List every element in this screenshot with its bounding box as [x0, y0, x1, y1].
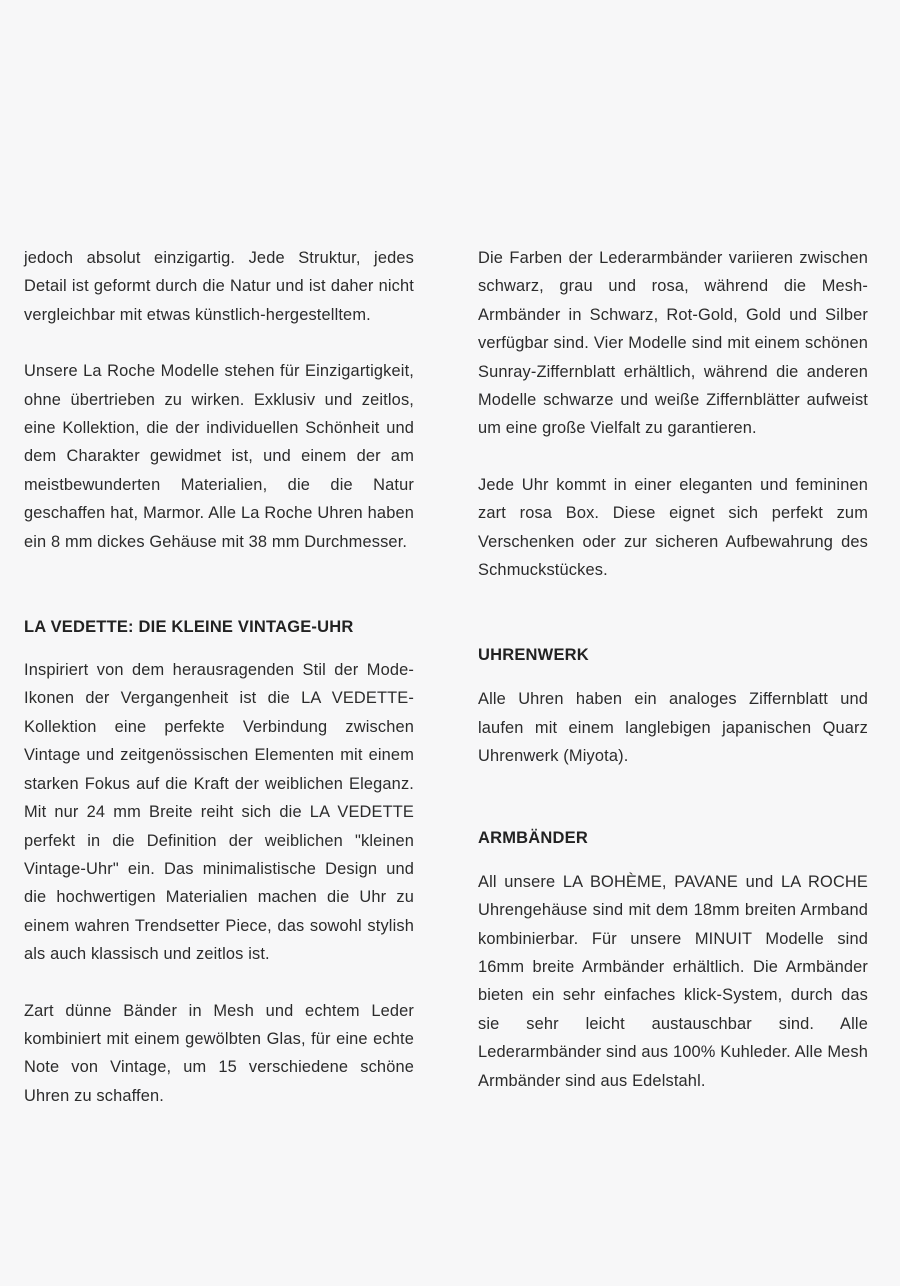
- box-paragraph: Jede Uhr kommt in einer eleganten und femininen zart rosa Box. Diese eignet sich perfekt zum Verschenken oder zur sicheren Aufbewahrung des Schmuckstückes.: [478, 475, 868, 580]
- armbaender-paragraph: All unsere LA BOHÈME, PAVANE und LA ROCHE Uhrengehäuse sind mit dem 18mm breiten Armband kombinierbar. Für unsere MINUIT Modelle sind 16mm breite Armbänder erhältlich. Die Armbänder bieten ein sehr einfaches klick-System, durch das sie sehr leicht austauschbar sind. Alle Lederarmbänder sind aus 100% Kuhleder. Alle Mesh Armbänder sind aus Edelstahl.: [478, 872, 868, 1090]
- la-vedette-paragraph: Inspiriert von dem herausragenden Stil der Mode-Ikonen der Vergangenheit ist die LA VEDETTE-Kollektion eine perfekte Verbindung zwischen Vintage und zeitgenössischen Elementen mit einem starken Fokus auf die Kraft der weiblichen Eleganz. Mit nur 24 mm Breite reiht sich die LA VEDETTE perfekt in die Definition der weiblichen "kleinen Vintage-Uhr" ein. Das minimalistische Design und die hochwertigen Materialien machen die Uhr zu einem wahren Trendsetter Piece, das sowohl stylish als auch klassisch und zeitlos ist.: [24, 661, 414, 964]
- right-column: [478, 244, 868, 1095]
- strap-colors-paragraph: Die Farben der Lederarmbänder variieren zwischen schwarz, grau und rosa, während die Mesh-Armbänder in Schwarz, Rot-Gold, Gold und Silber verfügbar sind. Vier Modelle sind mit einem schönen Sunray-Ziffernblatt erhältlich, während die anderen Modelle schwarze und weiße Ziffernblätter aufweist um eine große Vielfalt zu garantieren.: [478, 249, 868, 438]
- la-roche-paragraph: Unsere La Roche Modelle stehen für Einzigartigkeit, ohne übertrieben zu wirken. Exklusiv und zeitlos, eine Kollektion, die der individuellen Schönheit und dem Charakter gewidmet ist, und einem der am meistbewunderten Materialien, die die Natur geschaffen hat, Marmor. Alle La Roche Uhren haben ein 8 mm dickes Gehäuse mit 38 mm Durchmesser.: [24, 362, 414, 551]
- uhrenwerk-paragraph: Alle Uhren haben ein analoges Ziffernblatt und laufen mit einem langlebigen japanischen Quarz Uhrenwerk (Miyota).: [478, 690, 868, 766]
- left-column: [24, 244, 414, 1110]
- uhrenwerk-heading: UHRENWERK: [478, 646, 589, 665]
- la-vedette-bands-paragraph: Zart dünne Bänder in Mesh und echtem Leder kombiniert mit einem gewölbten Glas, für eine echte Note von Vintage, um 15 verschiedene schöne Uhren zu schaffen.: [24, 1001, 414, 1105]
- la-roche-intro-continued: jedoch absolut einzigartig. Jede Struktur, jedes Detail ist geformt durch die Natur und ist daher nicht vergleichbar mit etwas künstlich-hergestelltem.: [24, 249, 414, 324]
- armbaender-heading: ARMBÄNDER: [478, 828, 588, 847]
- la-vedette-heading: LA VEDETTE: DIE KLEINE VINTAGE-UHR: [24, 618, 354, 637]
